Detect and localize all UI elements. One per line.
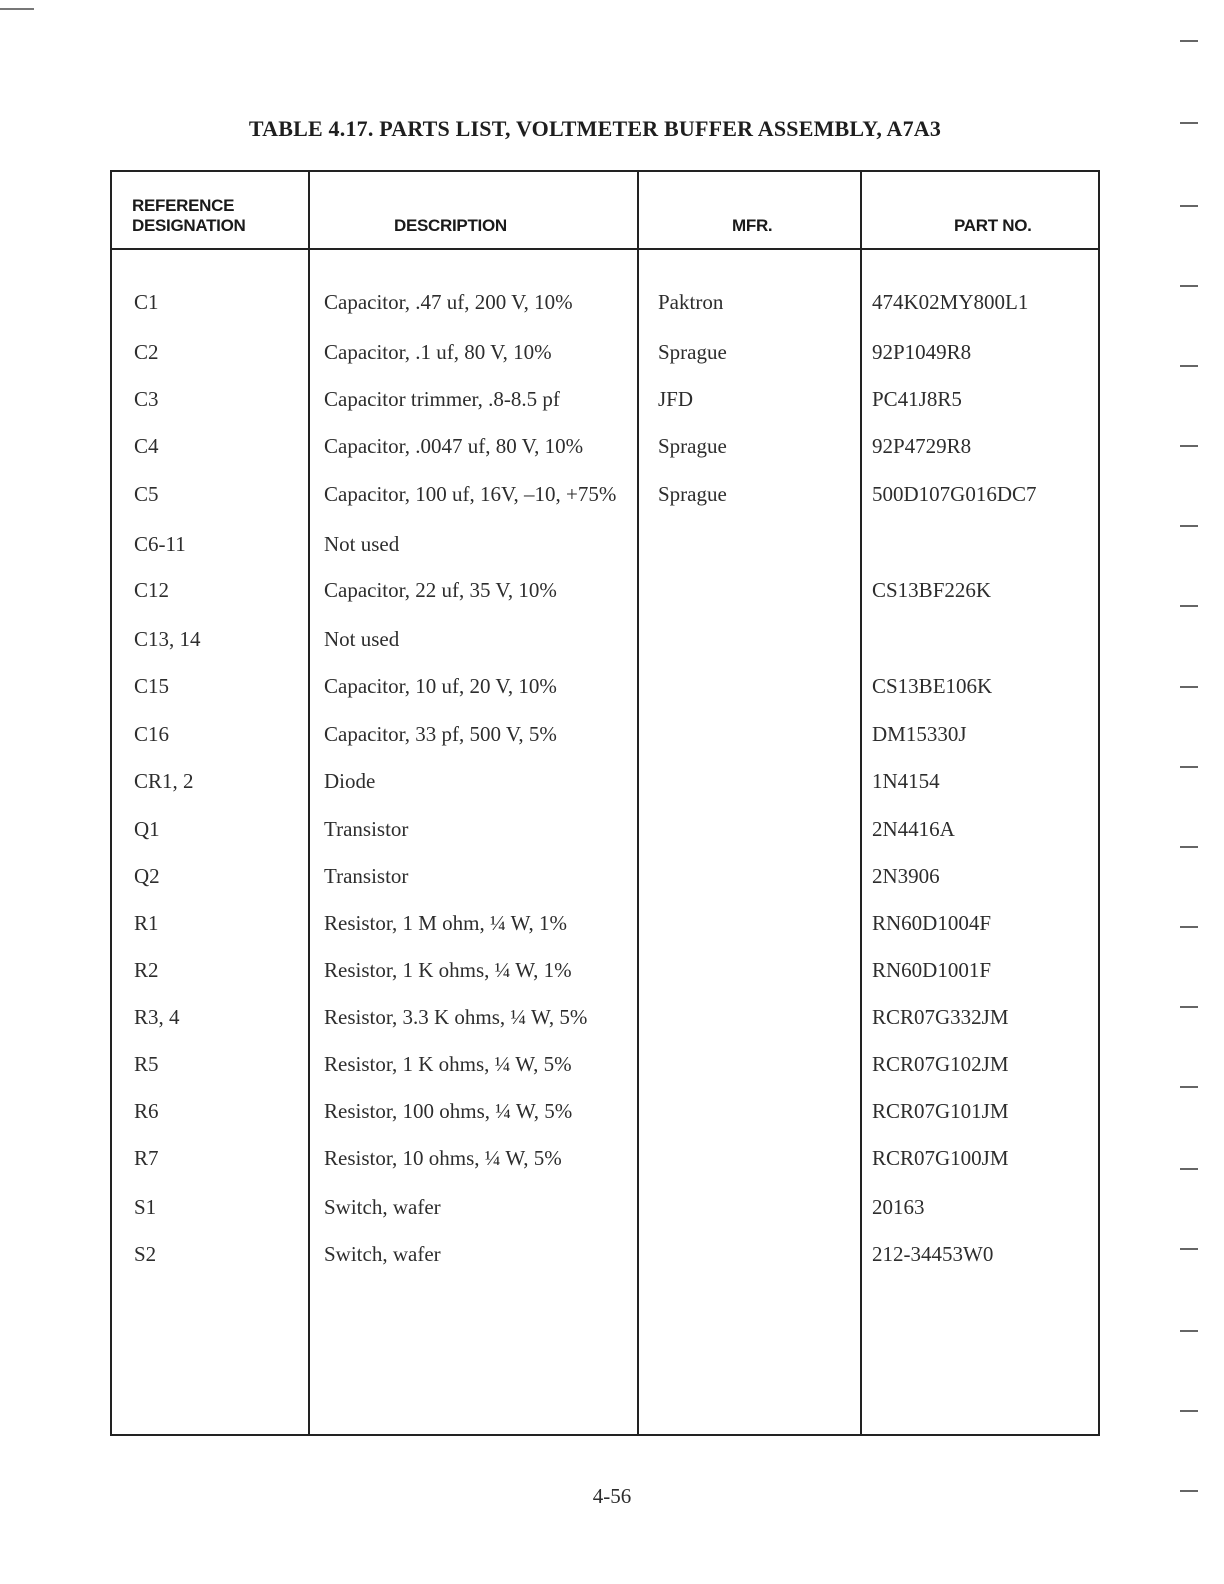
header-reference-line1: REFERENCE	[132, 196, 235, 215]
description-cell: Resistor, 10 ohms, ¼ W, 5%	[324, 1146, 562, 1170]
description-cell: Transistor	[324, 864, 409, 888]
ref-cell: S1	[134, 1195, 157, 1219]
description-cell: Resistor, 3.3 K ohms, ¼ W, 5%	[324, 1005, 588, 1029]
edge-tick	[1180, 1006, 1198, 1008]
description-cell: Transistor	[324, 817, 409, 841]
description-cell: Capacitor, 100 uf, 16V, –10, +75%	[324, 482, 617, 506]
ref-cell: Q2	[134, 864, 160, 888]
edge-tick	[1180, 365, 1198, 367]
ref-cell: C4	[134, 434, 159, 458]
edge-tick	[1180, 1248, 1198, 1250]
edge-tick	[1180, 525, 1198, 527]
description-cell: Capacitor, 22 uf, 35 V, 10%	[324, 578, 557, 602]
part-no-cell: PC41J8R5	[872, 387, 962, 411]
mfr-cell: Sprague	[658, 340, 727, 364]
header-divider	[112, 248, 1098, 250]
parts-table	[110, 170, 1100, 1436]
description-cell: Capacitor, .0047 uf, 80 V, 10%	[324, 434, 584, 458]
part-no-cell: 92P1049R8	[872, 340, 972, 364]
edge-tick	[1180, 285, 1198, 287]
header-mfr: MFR.	[732, 216, 773, 235]
description-cell: Capacitor, 33 pf, 500 V, 5%	[324, 722, 557, 746]
header-description: DESCRIPTION	[394, 216, 507, 235]
header-reference-designation	[132, 196, 246, 236]
part-no-cell: RCR07G101JM	[872, 1099, 1009, 1123]
part-no-cell: RCR07G332JM	[872, 1005, 1009, 1029]
description-cell: Capacitor, .47 uf, 200 V, 10%	[324, 290, 573, 314]
ref-cell: Q1	[134, 817, 160, 841]
ref-cell: C6-11	[134, 532, 186, 556]
part-no-cell: 1N4154	[872, 769, 940, 793]
ref-cell: C15	[134, 674, 170, 698]
ref-cell: C1	[134, 290, 159, 314]
edge-tick	[1180, 766, 1198, 768]
edge-tick	[1180, 1330, 1198, 1332]
edge-tick	[1180, 686, 1198, 688]
page-number: 4-56	[592, 1484, 632, 1508]
ref-cell: C5	[134, 482, 159, 506]
ref-cell: R2	[134, 958, 159, 982]
part-no-cell: RCR07G102JM	[872, 1052, 1009, 1076]
ref-cell: R7	[134, 1146, 159, 1170]
ref-cell: S2	[134, 1242, 157, 1266]
ref-cell: R5	[134, 1052, 159, 1076]
column-divider	[308, 172, 310, 1434]
edge-tick	[1180, 846, 1198, 848]
page-title: TABLE 4.17. PARTS LIST, VOLTMETER BUFFER ASSEMBLY, A7A3	[248, 116, 942, 141]
edge-tick	[1180, 122, 1198, 124]
description-cell: Resistor, 1 K ohms, ¼ W, 1%	[324, 958, 572, 982]
ref-cell: C16	[134, 722, 170, 746]
part-no-cell: CS13BF226K	[872, 578, 992, 602]
description-cell: Not used	[324, 627, 400, 651]
edge-tick	[1180, 1410, 1198, 1412]
part-no-cell: CS13BE106K	[872, 674, 993, 698]
part-no-cell: RCR07G100JM	[872, 1146, 1009, 1170]
description-cell: Capacitor, .1 uf, 80 V, 10%	[324, 340, 552, 364]
part-no-cell: 2N4416A	[872, 817, 955, 841]
edge-tick	[1180, 605, 1198, 607]
part-no-cell: 92P4729R8	[872, 434, 972, 458]
part-no-cell: RN60D1001F	[872, 958, 992, 982]
description-cell: Resistor, 1 K ohms, ¼ W, 5%	[324, 1052, 572, 1076]
header-part-no: PART NO.	[954, 216, 1032, 235]
mfr-cell: JFD	[658, 387, 694, 411]
edge-tick	[1180, 40, 1198, 42]
mfr-cell: Paktron	[658, 290, 724, 314]
edge-tick	[1180, 926, 1198, 928]
description-cell: Switch, wafer	[324, 1242, 441, 1266]
header-reference-line2: DESIGNATION	[132, 216, 246, 235]
description-cell: Switch, wafer	[324, 1195, 441, 1219]
edge-tick	[1180, 1086, 1198, 1088]
edge-tick	[1180, 1490, 1198, 1492]
part-no-cell: 212-34453W0	[872, 1242, 994, 1266]
edge-tick	[1180, 205, 1198, 207]
part-no-cell: 20163	[872, 1195, 925, 1219]
ref-cell: R6	[134, 1099, 159, 1123]
ref-cell: R1	[134, 911, 159, 935]
ref-cell: CR1, 2	[134, 769, 194, 793]
mfr-cell: Sprague	[658, 482, 727, 506]
description-cell: Resistor, 1 M ohm, ¼ W, 1%	[324, 911, 568, 935]
part-no-cell: 2N3906	[872, 864, 940, 888]
description-cell: Diode	[324, 769, 376, 793]
mfr-cell: Sprague	[658, 434, 727, 458]
part-no-cell: 500D107G016DC7	[872, 482, 1037, 506]
part-no-cell: 474K02MY800L1	[872, 290, 1029, 314]
ref-cell: C2	[134, 340, 159, 364]
edge-tick	[1180, 1168, 1198, 1170]
ref-cell: C13, 14	[134, 627, 201, 651]
column-divider	[637, 172, 639, 1434]
description-cell: Capacitor, 10 uf, 20 V, 10%	[324, 674, 557, 698]
ref-cell: R3, 4	[134, 1005, 180, 1029]
edge-tick	[1180, 445, 1198, 447]
ref-cell: C3	[134, 387, 159, 411]
description-cell: Resistor, 100 ohms, ¼ W, 5%	[324, 1099, 573, 1123]
part-no-cell: RN60D1004F	[872, 911, 992, 935]
description-cell: Not used	[324, 532, 400, 556]
part-no-cell: DM15330J	[872, 722, 967, 746]
scan-corner-mark	[0, 8, 34, 10]
column-divider	[860, 172, 862, 1434]
description-cell: Capacitor trimmer, .8-8.5 pf	[324, 387, 560, 411]
ref-cell: C12	[134, 578, 170, 602]
